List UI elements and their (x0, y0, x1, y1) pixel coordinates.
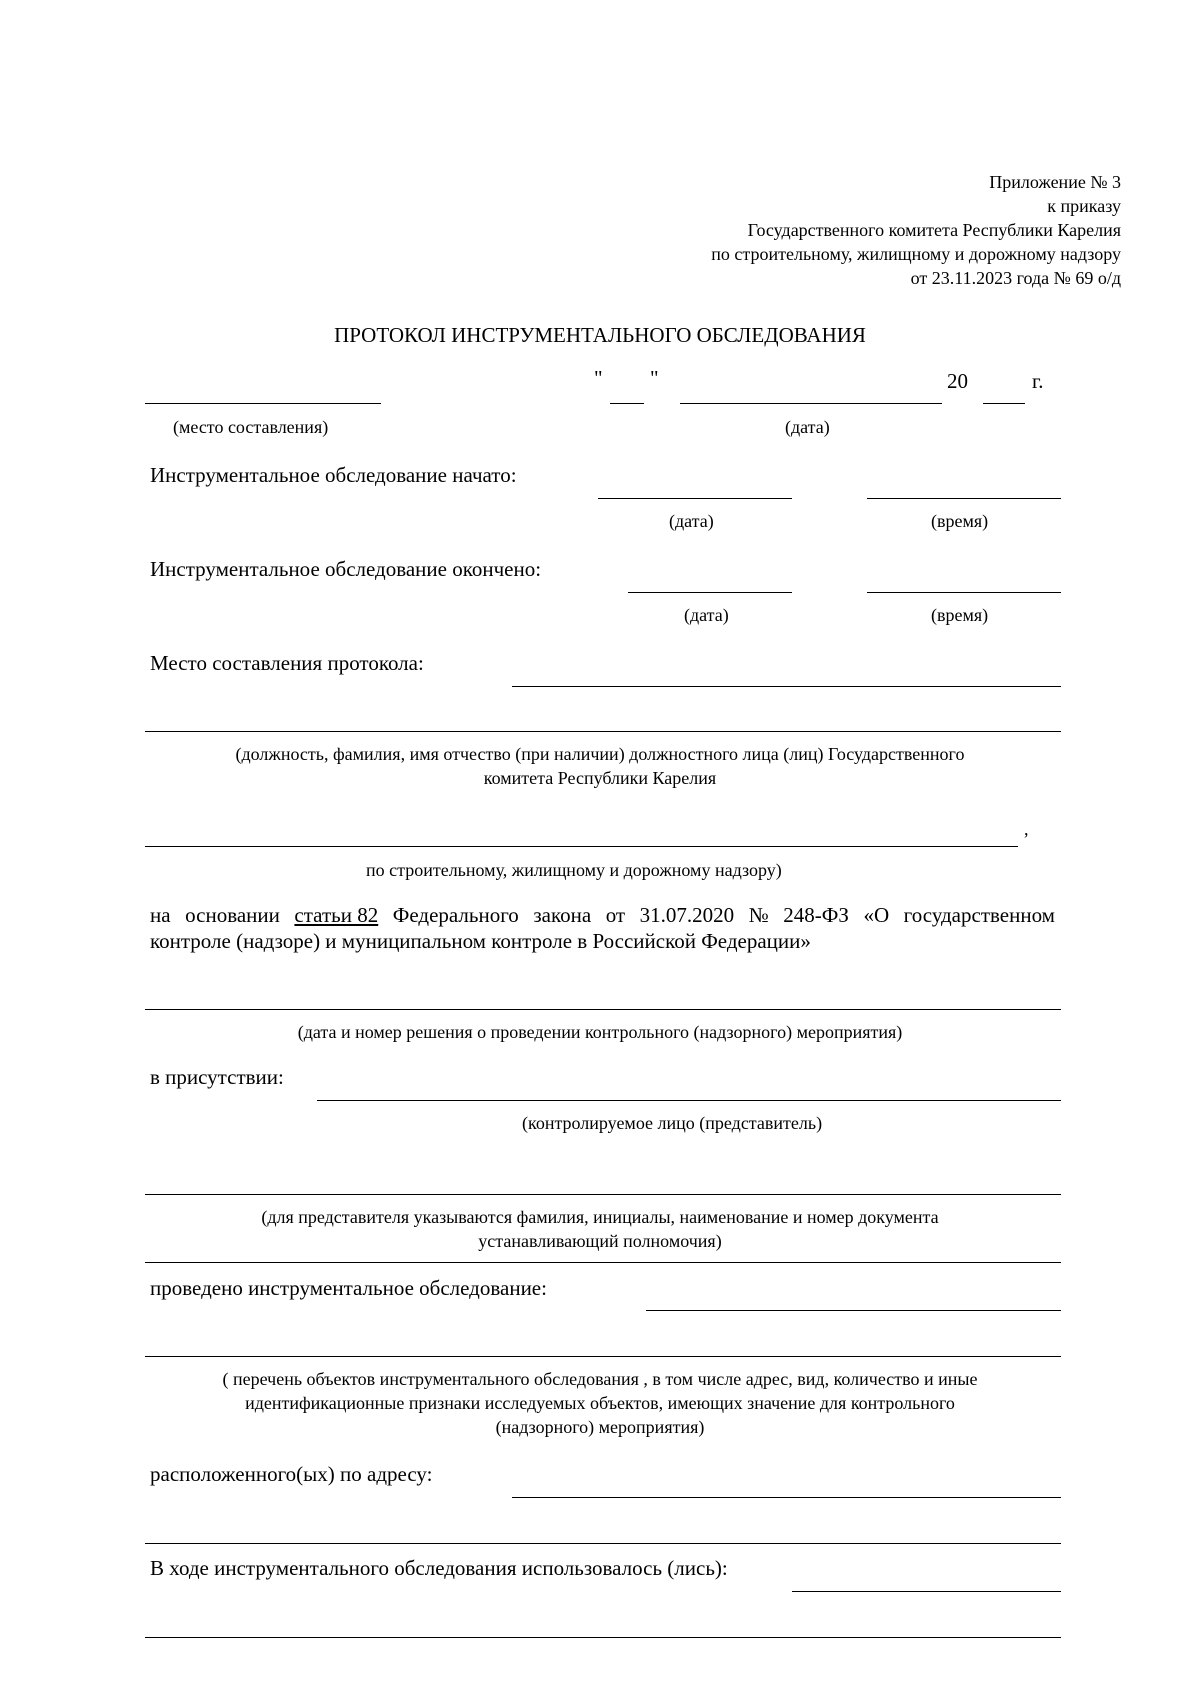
separator-line (145, 1262, 1061, 1263)
header-line-3: Государственного комитета Республики Карелия (747, 220, 1121, 240)
official-caption-3: по строительному, жилищному и дорожному надзору) (366, 860, 782, 880)
ended-date-line[interactable] (628, 592, 792, 593)
inspection-line[interactable] (646, 1310, 1061, 1311)
representative-caption-1: (для представителя указываются фамилия, инициалы, наименование и номер документа (261, 1207, 939, 1227)
quote-close: " (650, 366, 659, 390)
basis-word: от (605, 903, 626, 927)
basis-line-2: контроле (надзоре) и муниципальном контроле в Российской Федерации» (150, 929, 811, 953)
basis-word: на (150, 903, 171, 927)
inspection-caption-3: (надзорного) мероприятия) (495, 1417, 705, 1437)
inspection-caption-2: идентификационные признаки исследуемых объектов, имеющих значение для контрольного (245, 1393, 955, 1413)
started-time-line[interactable] (867, 498, 1061, 499)
basis-line-1 (150, 903, 1055, 928)
started-date-caption: (дата) (669, 511, 714, 531)
presence-caption: (контролируемое лицо (представитель) (522, 1113, 823, 1133)
date-caption: (дата) (785, 417, 830, 437)
started-date-line[interactable] (598, 498, 792, 499)
presence-label: в присутствии: (150, 1065, 284, 1089)
year-line[interactable] (983, 403, 1025, 404)
representative-line[interactable] (145, 1194, 1061, 1195)
basis-word: закона (533, 903, 592, 927)
basis-word: «О (863, 903, 890, 927)
quote-open: " (594, 366, 603, 390)
decision-line[interactable] (145, 1009, 1061, 1010)
basis-word: 248-ФЗ (783, 903, 849, 927)
page-title: ПРОТОКОЛ ИНСТРУМЕНТАЛЬНОГО ОБСЛЕДОВАНИЯ (334, 323, 866, 347)
ended-time-caption: (время) (931, 605, 989, 625)
ended-time-line[interactable] (867, 592, 1061, 593)
header-line-1: Приложение № 3 (989, 172, 1121, 192)
official-line-2[interactable] (145, 846, 1018, 847)
basis-word: № (748, 903, 769, 927)
address-line-2[interactable] (145, 1543, 1061, 1544)
ended-label: Инструментальное обследование окончено: (150, 557, 542, 581)
protocol-place-line[interactable] (512, 686, 1061, 687)
used-line[interactable] (792, 1591, 1061, 1592)
ended-date-caption: (дата) (684, 605, 729, 625)
used-label: В ходе инструментального обследования использовалось (лись): (150, 1556, 728, 1580)
inspection-caption-1: ( перечень объектов инструментального обследования , в том числе адрес, вид, количество и иные (222, 1369, 978, 1389)
year-suffix: г. (1032, 369, 1044, 393)
place-caption: (место составления) (173, 417, 329, 437)
started-time-caption: (время) (931, 511, 989, 531)
inspection-line-2[interactable] (145, 1356, 1061, 1357)
year-prefix: 20 (947, 369, 968, 393)
official-line[interactable] (145, 731, 1061, 732)
official-caption-1: (должность, фамилия, имя отчество (при наличии) должностного лица (лиц) Государственного (235, 744, 965, 764)
basis-word: Федерального (392, 903, 519, 927)
inspection-label: проведено инструментальное обследование: (150, 1276, 547, 1300)
month-line[interactable] (680, 403, 942, 404)
presence-line[interactable] (317, 1100, 1061, 1101)
used-line-2[interactable] (145, 1637, 1061, 1638)
basis-word: основании (185, 903, 280, 927)
protocol-place-label: Место составления протокола: (150, 651, 424, 675)
header-line-5: от 23.11.2023 года № 69 о/д (910, 268, 1121, 288)
day-line[interactable] (610, 403, 644, 404)
header-line-4: по строительному, жилищному и дорожному надзору (711, 244, 1121, 264)
address-label: расположенного(ых) по адресу: (150, 1462, 433, 1486)
basis-word: государственном (903, 903, 1055, 927)
started-label: Инструментальное обследование начато: (150, 463, 517, 487)
official-caption-2: комитета Республики Карелия (483, 768, 717, 788)
basis-word: 31.07.2020 (639, 903, 735, 927)
article-link[interactable]: статьи 82 (294, 903, 379, 927)
representative-caption-2: устанавливающий полномочия) (478, 1231, 722, 1251)
decision-caption: (дата и номер решения о проведении контрольного (надзорного) мероприятия) (297, 1022, 903, 1042)
official-comma: , (1024, 819, 1029, 839)
place-line[interactable] (145, 403, 381, 404)
header-line-2: к приказу (1047, 196, 1121, 216)
address-line[interactable] (512, 1497, 1061, 1498)
